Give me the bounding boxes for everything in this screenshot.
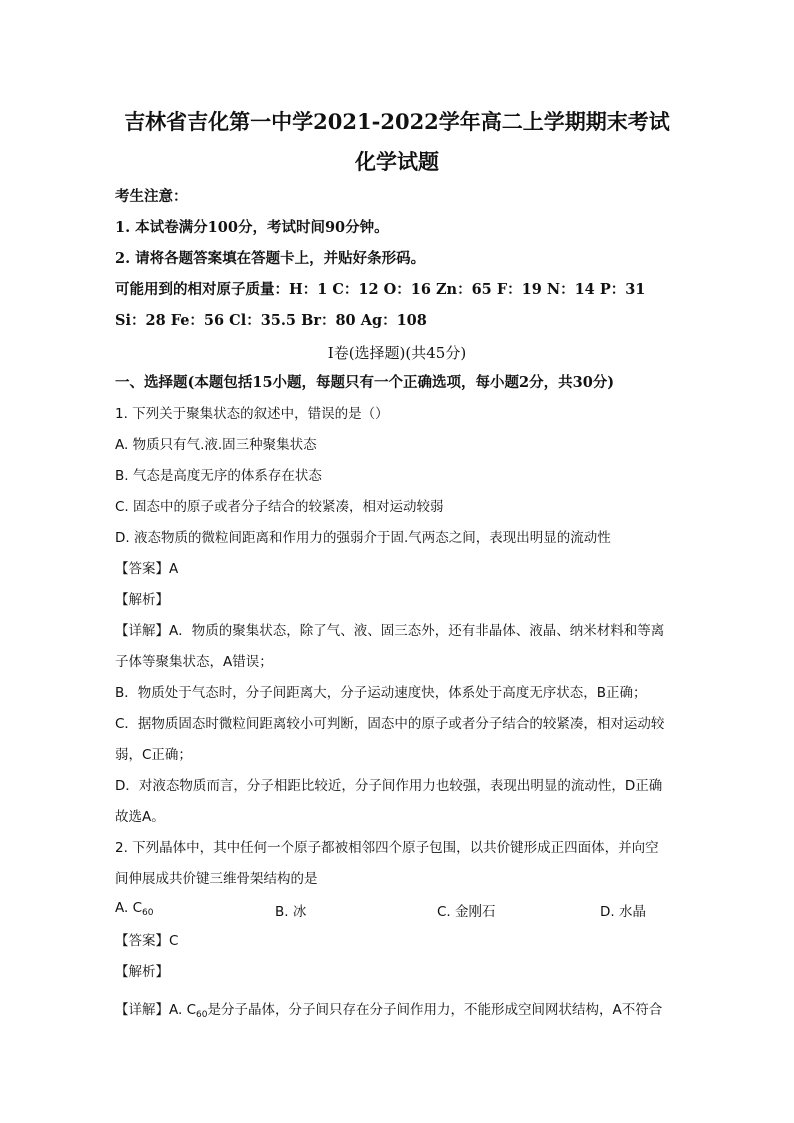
- q1-option-d: D. 液态物质的微粒间距离和作用力的强弱介于固.气两态之间，表现出明显的流动性: [115, 530, 611, 546]
- q1-stem: 1. 下列关于聚集状态的叙述中，错误的是（）: [115, 406, 389, 422]
- q1-detail-line-7: 故选A。: [115, 809, 165, 825]
- q2-option-c: C. 金刚石: [437, 904, 496, 920]
- q1-detail-line-2: 子体等聚集状态，A错误；: [115, 654, 273, 670]
- q2-option-b: B. 冰: [275, 904, 307, 920]
- q1-option-a: A. 物质只有气.液.固三种聚集状态: [115, 437, 317, 453]
- part-title: I卷(选择题)(共45分): [327, 344, 467, 362]
- q1-option-b: B. 气态是高度无序的体系存在状态: [115, 468, 322, 484]
- atomic-masses-line-1: 可能用到的相对原子质量：H：1 C：12 O：16 Zn：65 F：19 N：14 P：31: [115, 281, 646, 298]
- q2-detail-rest: 是分子晶体，分子间只存在分子间作用力，不能形成空间网状结构，A不符合: [207, 1002, 663, 1018]
- exam-title: 吉林省吉化第一中学2021-2022学年高二上学期期末考试: [124, 109, 670, 134]
- q2-option-a: [115, 900, 153, 918]
- q2-detail-prefix: 【详解】A. C: [115, 1002, 197, 1018]
- q2-option-d: D. 水晶: [600, 904, 646, 920]
- notice-item-1: 1. 本试卷满分100分，考试时间90分钟。: [115, 219, 389, 236]
- q1-detail-line-3: B．物质处于气态时，分子间距离大，分子运动速度快，体系处于高度无序状态，B正确；: [115, 685, 647, 701]
- q2-option-a-subscript: 60: [142, 908, 154, 918]
- q2-detail-line-1: [115, 1000, 662, 1025]
- exam-subtitle: 化学试题: [355, 149, 439, 174]
- q1-detail-line-6: D．对液态物质而言，分子相距比较近，分子间作用力也较强，表现出明显的流动性，D正确: [115, 778, 663, 794]
- section-heading: 一、选择题(本题包括15小题，每题只有一个正确选项，每小题2分，共30分): [115, 374, 615, 391]
- q2-stem-line-2: 间伸展成共价键三维骨架结构的是: [115, 871, 318, 887]
- q1-detail-line-4: C．据物质固态时微粒间距离较小可判断，固态中的原子或者分子结合的较紧凑，相对运动较: [115, 716, 665, 732]
- q2-detail-subscript: 60: [196, 1010, 208, 1020]
- q1-detail-line-1: 【详解】A．物质的聚集状态，除了气、液、固三态外，还有非晶体、液晶、纳米材料和等离: [115, 623, 665, 639]
- q1-analysis-label: 【解析】: [115, 592, 169, 608]
- q2-analysis-label: 【解析】: [115, 964, 169, 980]
- q1-answer: 【答案】A: [115, 561, 179, 577]
- q2-stem-line-1: 2. 下列晶体中，其中任何一个原子都被相邻四个原子包围，以共价键形成正四面体，并向空: [115, 840, 659, 856]
- q1-option-c: C. 固态中的原子或者分子结合的较紧凑，相对运动较弱: [115, 499, 444, 515]
- notice-item-2: 2. 请将各题答案填在答题卡上，并贴好条形码。: [115, 250, 426, 267]
- atomic-masses-line-2: Si：28 Fe：56 Cl：35.5 Br：80 Ag：108: [115, 312, 427, 329]
- q2-option-a-text: A. C: [115, 900, 143, 916]
- notice-heading: 考生注意：: [115, 188, 188, 205]
- q2-answer: 【答案】C: [115, 933, 179, 949]
- q1-detail-line-5: 弱，C正确；: [115, 747, 192, 763]
